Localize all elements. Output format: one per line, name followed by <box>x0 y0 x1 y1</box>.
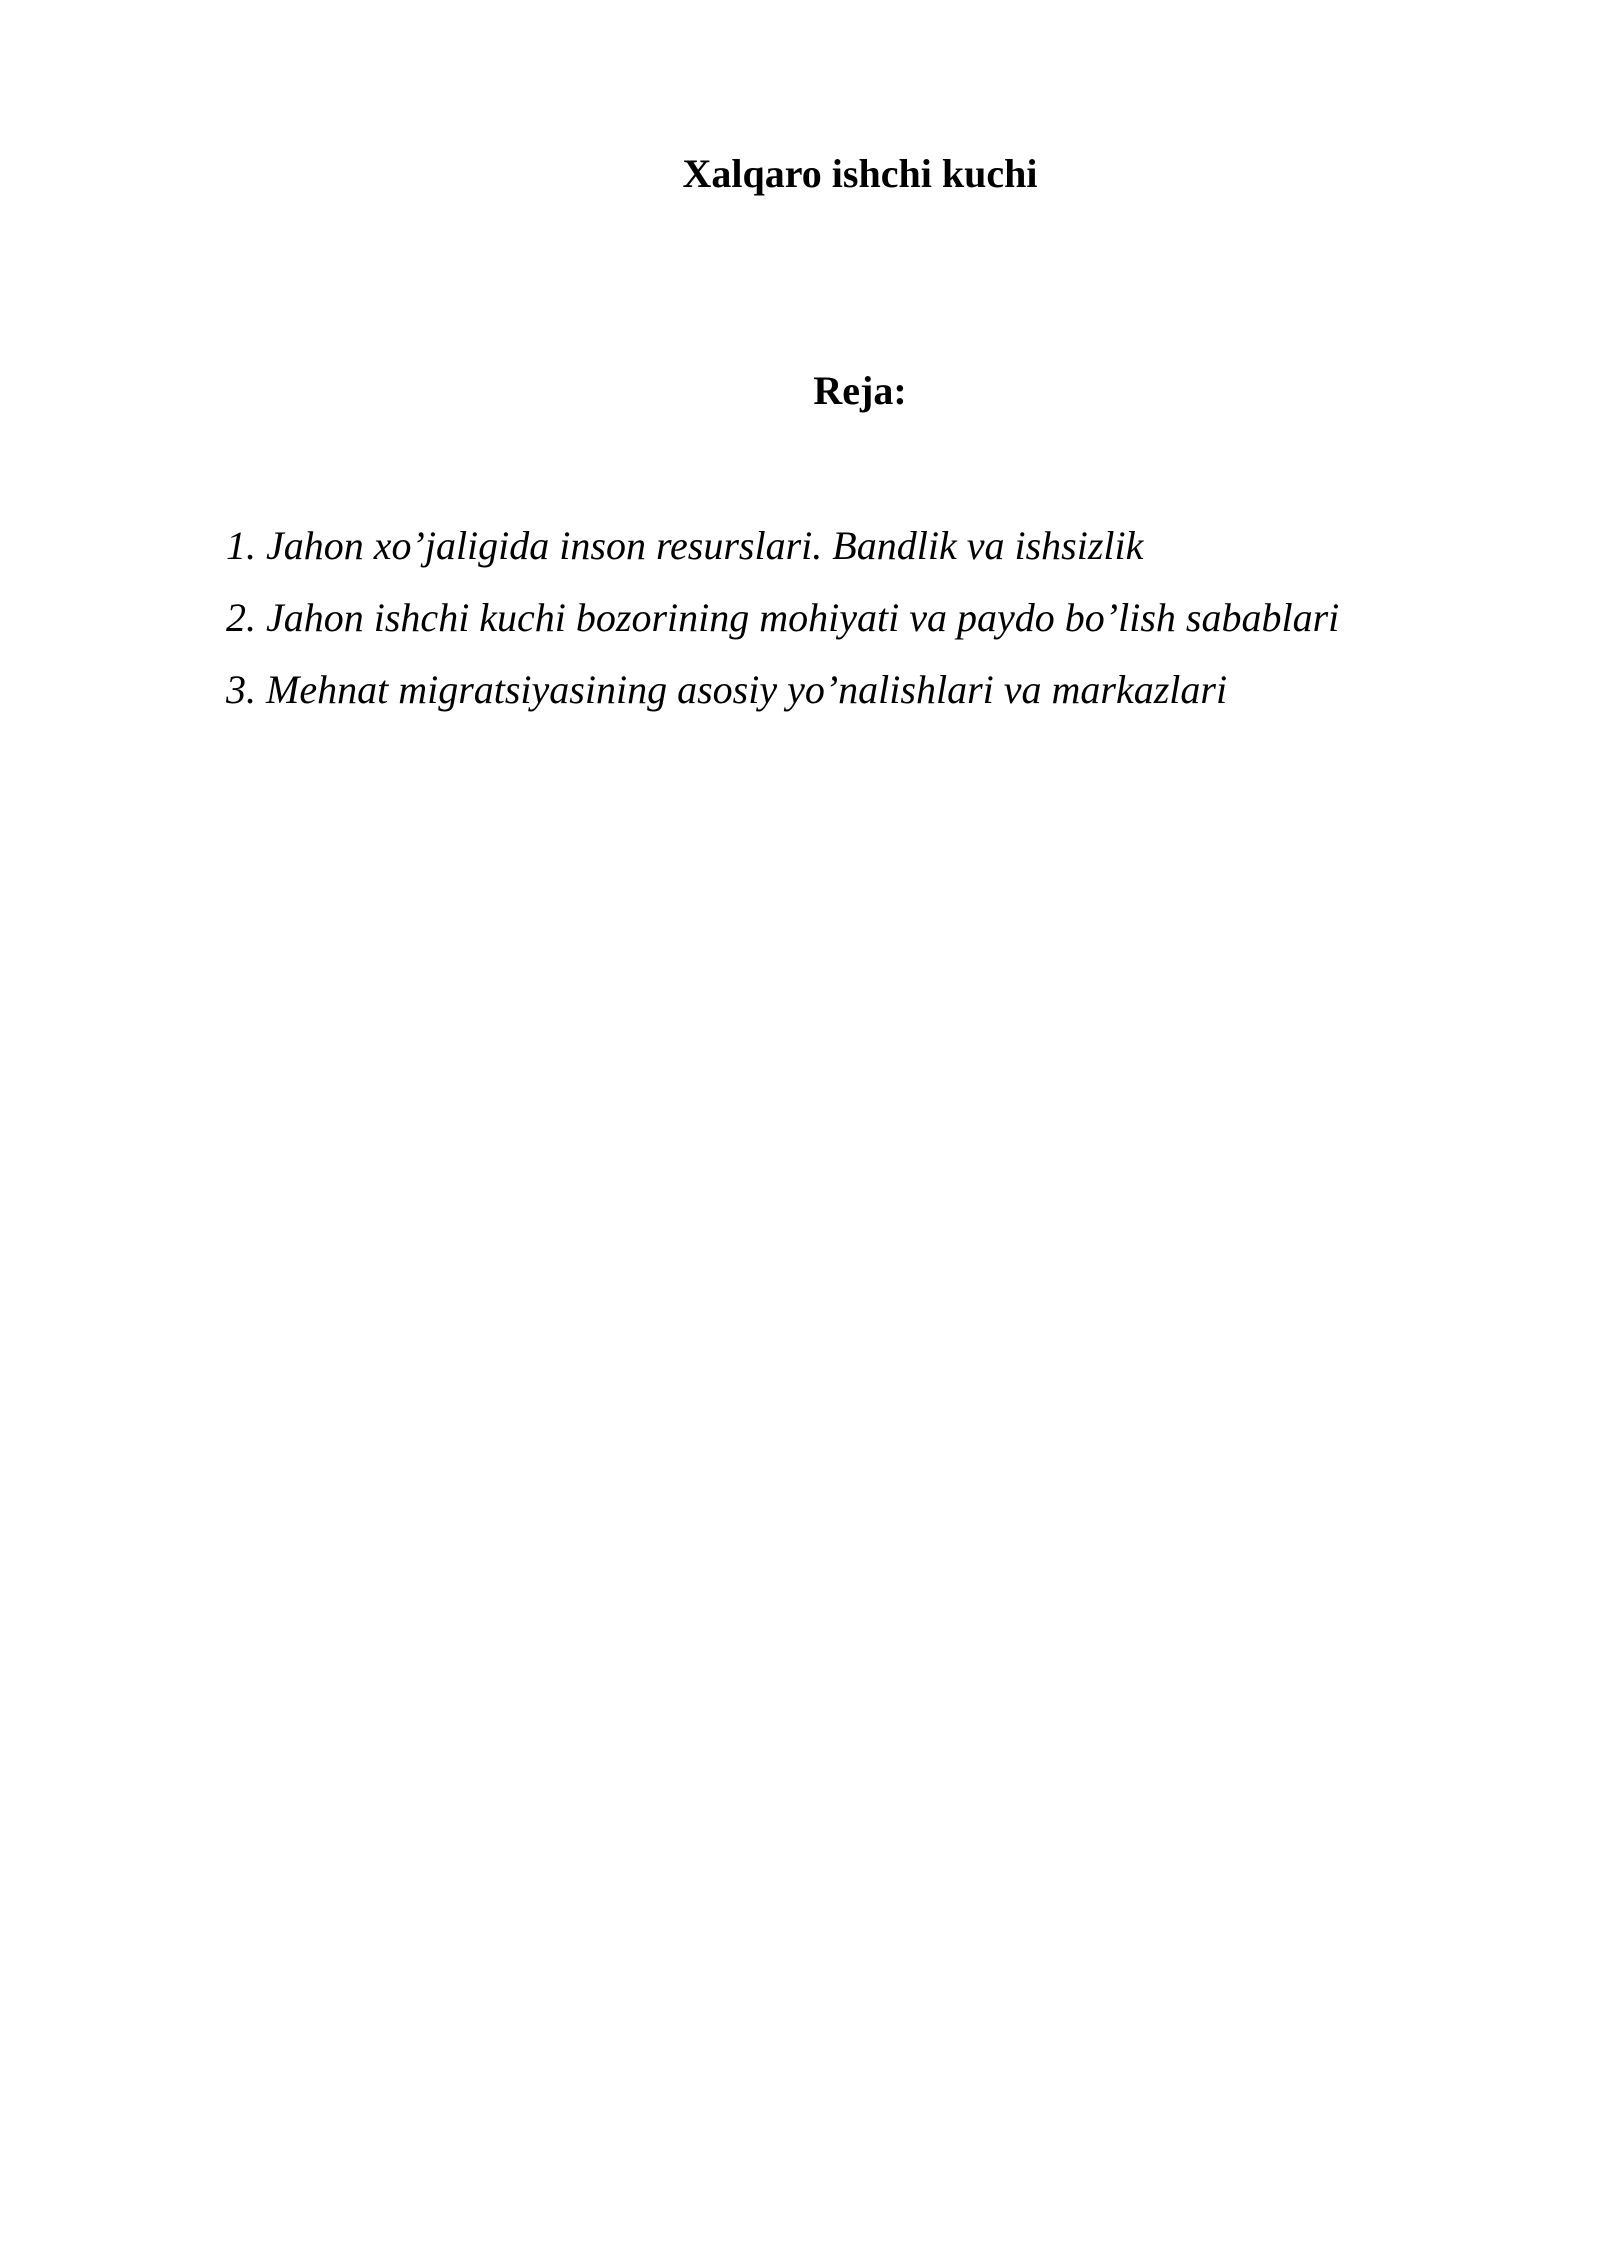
document-title: Xalqaro ishchi kuchi <box>682 151 1038 196</box>
plan-item: 2. Jahon ishchi kuchi bozorining mohiyati va paydo bo’lish sabablari <box>226 595 1340 640</box>
plan-item: 1. Jahon xo’jaligida inson resurslari. Bandlik va ishsizlik <box>226 523 1144 568</box>
plan-item: 3. Mehnat migratsiyasining asosiy yo’nalishlari va markazlari <box>226 667 1228 712</box>
plan-heading: Reja: <box>813 368 907 413</box>
plan-list <box>226 510 1339 726</box>
